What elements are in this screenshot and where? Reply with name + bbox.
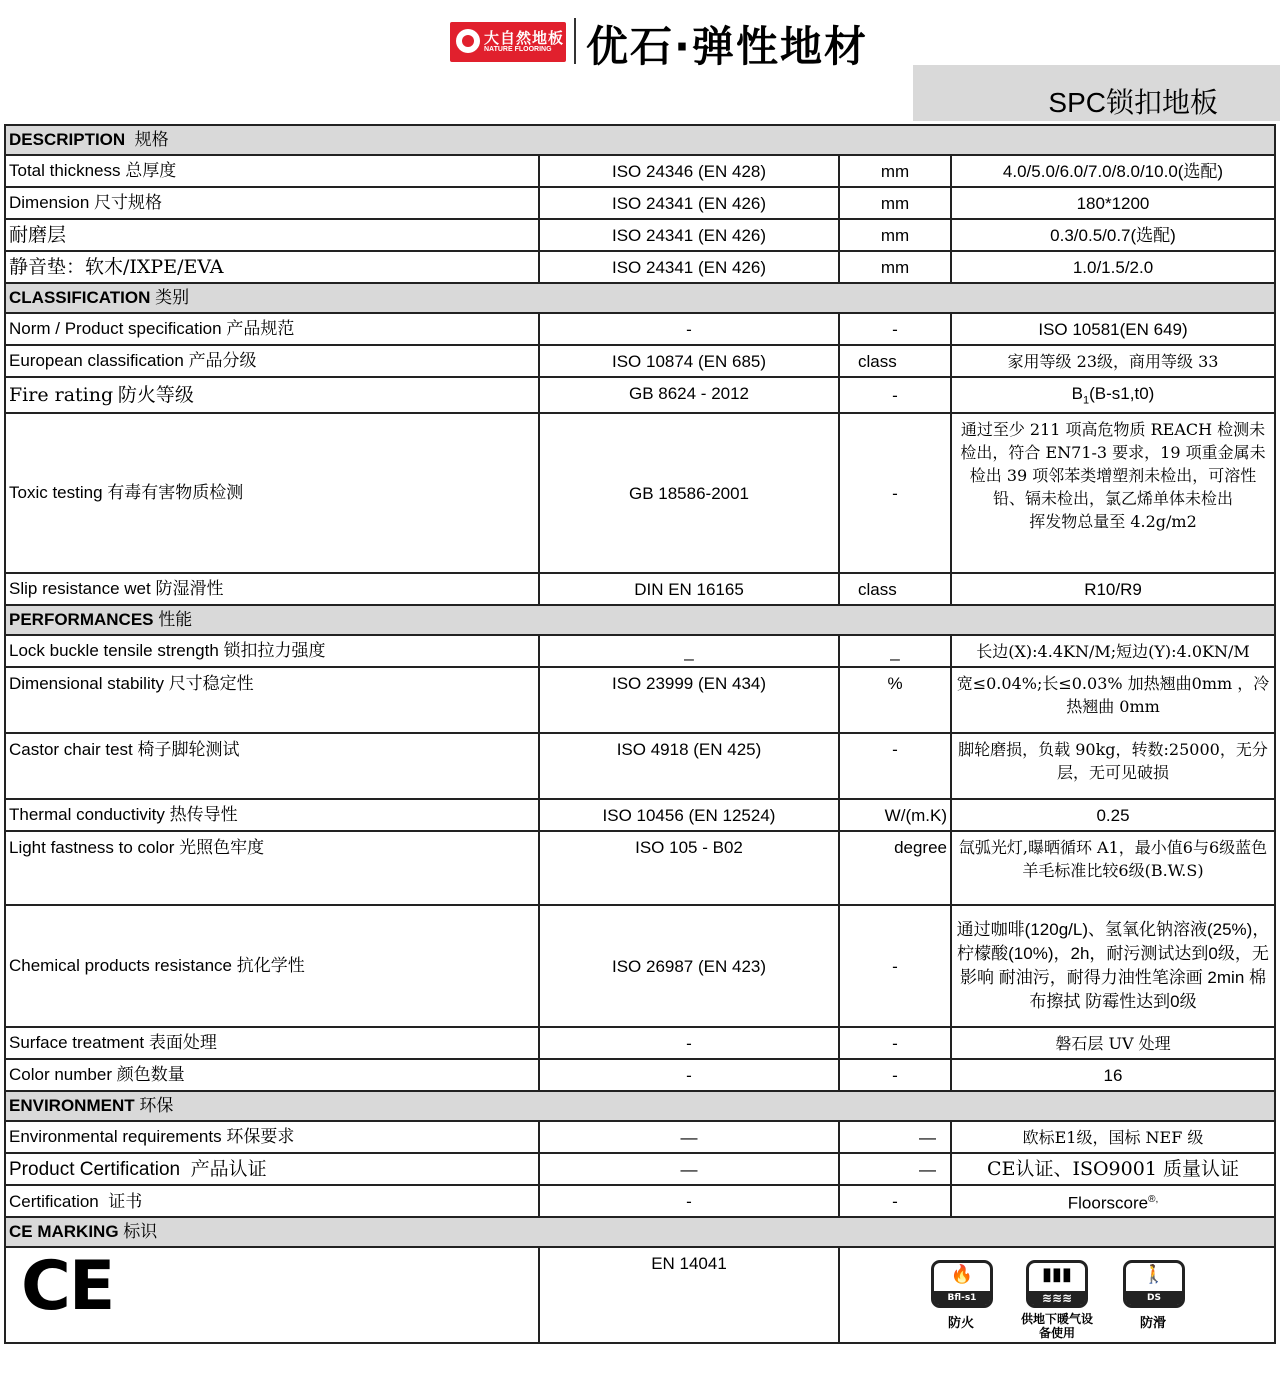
table-row [5,667,1275,733]
row-unit: class [839,345,951,377]
table-row [5,219,1275,251]
section-description [5,125,1275,155]
table-row [5,313,1275,345]
row-label-cn: 证书 [108,1192,143,1213]
row-unit: mm [839,155,951,187]
section-classification [5,283,1275,313]
row-unit: - [839,313,951,345]
fire-rating-icon-group [931,1260,991,1340]
row-value [951,1185,1275,1217]
fire-rating-sub: 1 [1083,394,1090,407]
row-unit: mm [839,219,951,251]
row-label-en: Product Certification [9,1158,181,1180]
section-title-cn: 类别 [155,288,190,308]
row-value: 家用等级 23级，商用等级 33 [951,345,1275,377]
row-unit: - [839,377,951,413]
table-row [5,187,1275,219]
row-value: 脚轮磨损，负载 90kg，转数:25000，无分层，无可见破损 [951,733,1275,799]
row-label-cn: 表面处理 [148,1033,217,1054]
underfloor-heating-icon: ▮▮▮ ≋≋≋ [1026,1260,1088,1308]
table-row [5,377,1275,413]
row-standard: ISO 26987 (EN 423) [539,905,839,1027]
row-standard: ISO 10874 (EN 685) [539,345,839,377]
section-title: ENVIRONMENT [9,1096,135,1116]
slip-badge: DS [1126,1291,1182,1305]
header-divider [574,18,576,64]
row-value: ISO 10581(EN 649) [951,313,1275,345]
row-label-cn: 静音垫：软木/IXPE/EVA [9,255,224,278]
table-row [5,635,1275,667]
section-title: DESCRIPTION [9,130,126,149]
row-unit: W/(m.K) [839,799,951,831]
table-row [5,1185,1275,1217]
row-unit: - [839,1027,951,1059]
row-unit: mm [839,187,951,219]
row-standard: ISO 10456 (EN 12524) [539,799,839,831]
row-unit: - [839,905,951,1027]
product-label-box [913,65,1280,121]
row-label-en: Light fastness to color [9,838,175,858]
row-label-cn: 产品分级 [188,351,257,371]
section-title-cn: 性能 [158,610,193,631]
row-label-cn: 防火等级 [117,383,194,406]
row-label-en: Castor chair test [9,740,133,760]
row-value: 4.0/5.0/6.0/7.0/8.0/10.0(选配) [951,155,1275,187]
row-standard: GB 8624 - 2012 [539,377,839,413]
row-value [951,377,1275,413]
table-row [5,573,1275,605]
row-label-en: Chemical products resistance [9,956,232,976]
brand-title: 优石·弹性地材 [586,22,868,71]
row-unit: class [839,573,951,605]
row-label-cn: 有毒有害物质检测 [107,483,244,504]
row-standard: DIN EN 16165 [539,573,839,605]
row-label-en: Color number [9,1065,112,1085]
table-row [5,1121,1275,1153]
anti-slip-icon: 🚶 DS [1123,1260,1185,1308]
section-ce-marking [5,1217,1275,1247]
section-title-cn: 环保 [139,1096,174,1117]
row-unit: - [839,1059,951,1091]
row-standard: - [539,1059,839,1091]
row-label-en: Certification [9,1192,99,1212]
ce-icon-row [843,1252,1271,1340]
row-standard: — [539,1153,839,1185]
row-label-cn: 尺寸稳定性 [168,674,254,695]
row-label-cn: 尺寸规格 [94,193,163,213]
row-value: 16 [951,1059,1275,1091]
table-row [5,831,1275,905]
row-label-en: Lock buckle tensile strength [9,641,219,661]
brand-logo [450,22,566,62]
ce-row [5,1247,1275,1343]
row-label-en: Environmental requirements [9,1127,222,1147]
row-unit: % [839,667,951,733]
row-standard: ISO 24341 (EN 426) [539,187,839,219]
row-label-en: European classification [9,351,184,370]
row-standard: GB 18586-2001 [539,413,839,573]
table-row [5,345,1275,377]
row-label-en: Surface treatment [9,1033,145,1053]
row-standard: ISO 4918 (EN 425) [539,733,839,799]
row-label-en: Fire rating [9,383,114,406]
product-label: SPC锁扣地板 [1048,87,1218,118]
fire-rating-icon: 🔥 Bfl-s1 [931,1260,993,1308]
section-title: CLASSIFICATION [9,288,151,307]
row-unit: — [839,1121,951,1153]
row-label-cn: 椅子脚轮测试 [137,740,240,761]
row-value: 欧标E1级，国标 NEF 级 [951,1121,1275,1153]
row-label-cn: 产品认证 [190,1157,267,1180]
ce-logo: CE [21,1247,114,1327]
row-standard: - [539,313,839,345]
row-unit: — [839,1153,951,1185]
row-standard: ISO 105 - B02 [539,831,839,905]
row-label-en: Total thickness [9,161,121,180]
logo-cn-text: 大自然地板 [484,29,565,47]
row-value [951,413,1275,573]
row-value: 氙弧光灯,曝晒循环 A1，最小值6与6级蓝色羊毛标准比较6级(B.W.S) [951,831,1275,905]
ce-standard: EN 14041 [539,1247,839,1343]
row-unit: - [839,413,951,573]
row-unit: _ [839,635,951,667]
fire-badge: Bfl-s1 [934,1291,990,1305]
row-standard: ISO 23999 (EN 434) [539,667,839,733]
row-standard: ISO 24346 (EN 428) [539,155,839,187]
row-label-en: Toxic testing [9,483,103,503]
fire-icon-label: 防火 [947,1316,974,1332]
logo-circle-icon [456,29,480,53]
row-standard: - [539,1027,839,1059]
anti-slip-icon-group [1123,1260,1183,1340]
table-row [5,905,1275,1027]
row-label-en: Dimensional stability [9,674,164,694]
row-standard: ISO 24341 (EN 426) [539,219,839,251]
row-value: R10/R9 [951,573,1275,605]
row-label-en: Thermal conductivity [9,805,165,825]
row-value: 磐石层 UV 处理 [951,1027,1275,1059]
slip-icon-label: 防滑 [1139,1316,1166,1332]
logo-en-text: NATURE FLOORING [484,46,552,53]
row-label-cn: 热传导性 [169,805,238,826]
row-label-cn: 总厚度 [125,161,177,181]
row-label-cn: 抗化学性 [236,956,305,977]
row-value: 宽≤0.04%;长≤0.03% 加热翘曲0mm ，冷热翘曲 0mm [951,667,1275,733]
row-label-cn: 光照色牢度 [179,838,265,859]
row-label-en: Slip resistance wet [9,579,151,599]
table-row [5,799,1275,831]
row-label-cn: 锁扣拉力强度 [223,641,326,662]
row-unit: - [839,1185,951,1217]
row-label-en: Dimension [9,193,90,212]
row-value: CE认证、ISO9001 质量认证 [951,1153,1275,1185]
section-performances [5,605,1275,635]
row-label-cn: 产品规范 [226,319,295,339]
row-label-cn: 环保要求 [226,1127,295,1148]
fire-rating-class: B [1071,384,1084,403]
section-title: PERFORMANCES [9,610,154,630]
section-title-cn: 规格 [134,130,169,150]
row-label-cn: 颜色数量 [116,1065,185,1086]
toxic-result: 通过至少 211 项高危物质 REACH 检测未检出，符合 EN71-3 要求，19 项重金属未检出 39 项邻苯类增塑剂未检出，可溶性铅、镉未检出，氯乙烯单体未检出 [960,420,1266,509]
table-row [5,413,1275,573]
row-standard: _ [539,635,839,667]
row-label-en: Norm / Product specification [9,319,222,338]
row-label-cn: 耐磨层 [9,223,67,246]
toxic-voc: 挥发物总量至 4.2g/m2 [1029,512,1197,532]
heating-icon-group [1017,1260,1097,1340]
header [0,0,1280,70]
ce-icons-cell [839,1247,1275,1343]
row-value: 180*1200 [951,187,1275,219]
row-value: 0.3/0.5/0.7(选配) [951,219,1275,251]
section-environment [5,1091,1275,1121]
heating-icon-label: 供地下暖气设备使用 [1020,1312,1093,1341]
table-row [5,733,1275,799]
row-standard: - [539,1185,839,1217]
table-row [5,1153,1275,1185]
table-row [5,251,1275,283]
table-row [5,155,1275,187]
row-unit: mm [839,251,951,283]
row-value: 通过咖啡(120g/L)、氢氧化钠溶液(25%)，柠檬酸(10%)，2h，耐污测试达到0级，无影响 耐油污，耐得力油性笔涂画 2min 棉布擦拭 防霉性达到0级 [951,905,1275,1027]
floorscore-text: Floorscore [1067,1193,1149,1213]
fire-rating-detail: (B-s1,t0) [1089,384,1155,403]
row-value: 0.25 [951,799,1275,831]
row-value: 长边(X):4.4KN/M;短边(Y):4.0KN/M [951,635,1275,667]
row-value: 1.0/1.5/2.0 [951,251,1275,283]
section-title: CE MARKING [9,1222,119,1242]
spec-table [4,124,1276,1344]
row-standard: — [539,1121,839,1153]
table-row [5,1059,1275,1091]
table-row [5,1027,1275,1059]
row-label-cn: 防湿滑性 [155,579,224,600]
row-unit: - [839,733,951,799]
row-unit: degree [839,831,951,905]
row-standard: ISO 24341 (EN 426) [539,251,839,283]
section-title-cn: 标识 [123,1222,158,1243]
registered-mark: ®, [1148,1194,1159,1206]
